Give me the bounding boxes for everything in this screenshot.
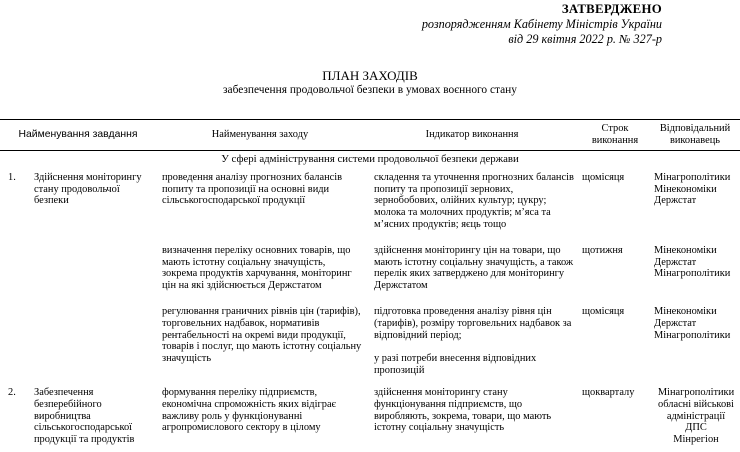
- row-number: [0, 306, 32, 387]
- responsible-entry: Мінагрополітики: [654, 329, 731, 341]
- measures-table: [0, 119, 740, 446]
- measure-cell: проведення аналізу прогнозних балансів попиту та пропозиції на основні види сільськогосподарської продукції: [162, 171, 343, 207]
- indicator-part: підготовка проведення аналізу рівня цін (тарифів), розміру торговельних надбавок за відповідний період;: [374, 305, 572, 341]
- row-number: 2.: [8, 386, 16, 398]
- header-indicator: Індикатор виконання: [364, 120, 580, 151]
- section-row: [0, 151, 740, 172]
- task-cell: Здійснення моніторингу стану продовольчої безпеки: [34, 171, 142, 207]
- approval-line-1: розпорядженням Кабінету Міністрів України: [421, 17, 662, 31]
- responsible-entry: Мінагрополітики: [657, 386, 735, 398]
- document-subtitle: забезпечення продовольчої безпеки в умовах воєнного стану: [223, 84, 517, 96]
- measure-cell: формування переліку підприємств, економічна спроможність яких відіграє важливу роль у функціонуванні агропромислового сектору в цілому: [162, 386, 337, 434]
- table-header-row: [0, 120, 740, 151]
- table-row: [0, 245, 740, 306]
- header-measure: Найменування заходу: [156, 120, 364, 151]
- responsible-cell: [650, 387, 740, 446]
- term-cell: щомісяця: [582, 305, 625, 317]
- header-task: Найменування завдання: [0, 120, 156, 151]
- responsible-entry: Держстат: [654, 317, 697, 329]
- header-responsible: Відповідальний виконавець: [650, 120, 740, 151]
- task-cell: [32, 306, 156, 387]
- table-row: [0, 172, 740, 245]
- responsible-entry: Держстат: [654, 195, 697, 207]
- paragraph-gap: [374, 341, 578, 353]
- responsible-cell: [650, 245, 740, 306]
- responsible-entry: Мінекономіки: [654, 305, 717, 317]
- row-number: [0, 245, 32, 306]
- row-number: 1.: [8, 171, 16, 183]
- approval-stamp: [422, 2, 662, 47]
- responsible-entry: Мінрегіон: [673, 434, 719, 446]
- responsible-entry: ДПС: [685, 422, 707, 434]
- document-title: ПЛАН ЗАХОДІВ: [322, 68, 418, 83]
- responsible-entry: Мінагрополітики: [654, 268, 731, 280]
- task-cell: Забезпечення безперебійного виробництва сільськогосподарської продукції та продуктів: [34, 386, 135, 446]
- responsible-entry: обласні військові адміністрації: [658, 398, 734, 422]
- responsible-cell: [650, 306, 740, 387]
- measure-cell: визначення переліку основних товарів, що мають істотну соціальну значущість, зокрема продуктів харчування, моніторинг цін на які здійснюється Держстатом: [162, 244, 352, 292]
- document-title-block: [0, 68, 740, 97]
- responsible-entry: Держстат: [654, 256, 697, 268]
- measure-cell: регулювання граничних рівнів цін (тарифів), торговельних надбавок, нормативів рентабельності на окремі види продукції, товарів і послуг, що мають істотну соціальну значущість: [162, 305, 362, 365]
- responsible-cell: [650, 172, 740, 245]
- table-row: [0, 306, 740, 387]
- indicator-cell: здійснення моніторингу цін на товари, що мають істотну соціальну значущість, а також перелік яких затверджено для моніторингу Держстатом: [374, 244, 574, 292]
- responsible-entry: Мінекономіки: [654, 183, 717, 195]
- indicator-cell: складення та уточнення прогнозних балансів попиту та пропозиції зернових, зернобобових, олійних культур; цукру; молока та молочних продуктів; м’яса та м’ясних продуктів; яєць тощо: [374, 171, 574, 230]
- task-cell: [32, 245, 156, 306]
- term-cell: щомісяця: [582, 171, 625, 183]
- table-row: [0, 387, 740, 446]
- responsible-entry: Мінекономіки: [654, 244, 717, 256]
- approval-heading: ЗАТВЕРДЖЕНО: [561, 2, 662, 16]
- indicator-cell: здійснення моніторингу стану функціонування підприємств, що виробляють, зокрема, товари, що мають істотну соціальну значущість: [374, 386, 552, 434]
- responsible-entry: Мінагрополітики: [654, 171, 731, 183]
- term-cell: щокварталу: [582, 386, 635, 398]
- section-title: У сфері адміністрування системи продовольчої безпеки держави: [221, 153, 519, 165]
- term-cell: щотижня: [582, 244, 623, 256]
- indicator-cell: [364, 306, 580, 387]
- approval-line-2: від 29 квітня 2022 р. № 327-р: [508, 32, 662, 46]
- indicator-part: у разі потреби внесення відповідних пропозицій: [374, 353, 537, 377]
- header-term: Строк виконання: [580, 120, 650, 151]
